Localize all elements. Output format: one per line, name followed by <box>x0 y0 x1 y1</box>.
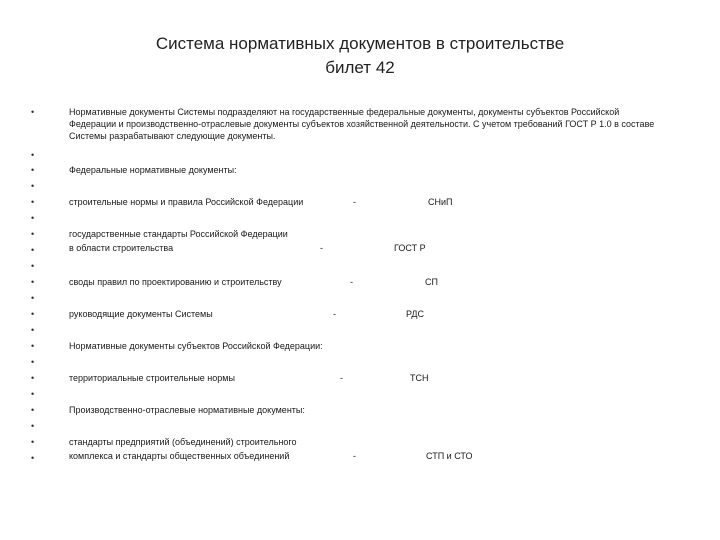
bullet-marker: • <box>31 405 35 415</box>
bullet-marker: • <box>31 245 35 255</box>
regional-heading: Нормативные документы субъектов Российской Федерации: <box>69 341 323 351</box>
stp-name-line1: стандарты предприятий (объединений) строительного <box>69 437 297 447</box>
bullet-marker: • <box>31 165 35 175</box>
tsn-abbr: ТСН <box>410 373 429 383</box>
bullet-marker: • <box>31 261 35 271</box>
gost-name-line2: в области строительства <box>69 243 174 253</box>
rds-name: руководящие документы Системы <box>69 309 213 319</box>
page-subtitle: билет 42 <box>325 58 395 77</box>
bullet-marker: • <box>31 437 35 447</box>
bullet-marker: • <box>31 197 35 207</box>
bullet-marker: • <box>31 293 35 303</box>
bullet-marker: • <box>31 229 35 239</box>
snip-dash: - <box>353 197 356 207</box>
bullet-marker: • <box>31 373 35 383</box>
gost-dash: - <box>320 243 323 253</box>
bullet-marker: • <box>31 213 35 223</box>
bullet-marker: • <box>31 181 35 191</box>
intro-paragraph: Нормативные документы Системы подразделяют на государственные федеральные документы, документы субъектов Российской Федерации и производственно-отраслевые документы субъектов хозяйственной деятельности. С учетом требований ГОСТ Р 1.0 в составе Системы разрабатывают следующие документы. <box>69 107 655 141</box>
federal-heading: Федеральные нормативные документы: <box>69 165 237 175</box>
bullet-marker: • <box>31 341 35 351</box>
gost-abbr: ГОСТ Р <box>394 243 426 253</box>
page-title: Система нормативных документов в строительстве <box>155 34 565 53</box>
bullet-marker: • <box>31 309 35 319</box>
bullet-marker: • <box>31 277 35 287</box>
bullet-marker: • <box>31 107 35 117</box>
bullet-marker: • <box>31 453 35 463</box>
tsn-dash: - <box>340 373 343 383</box>
sp-abbr: СП <box>425 277 438 287</box>
bullet-marker: • <box>31 389 35 399</box>
stp-name-line2: комплекса и стандарты общественных объединений <box>69 451 290 461</box>
stp-abbr: СТП и СТО <box>426 451 473 461</box>
bullet-marker: • <box>31 421 35 431</box>
industry-heading: Производственно-отраслевые нормативные документы: <box>69 405 305 415</box>
bullet-marker: • <box>31 325 35 335</box>
tsn-name: территориальные строительные нормы <box>69 373 235 383</box>
sp-name: своды правил по проектированию и строительству <box>69 277 282 287</box>
snip-name: строительные нормы и правила Российской Федерации <box>69 197 304 207</box>
bullet-marker: • <box>31 357 35 367</box>
bullet-marker: • <box>31 150 35 160</box>
sp-dash: - <box>350 277 353 287</box>
gost-name-line1: государственные стандарты Российской Федерации <box>69 229 288 239</box>
rds-abbr: РДС <box>406 309 424 319</box>
stp-dash: - <box>353 451 356 461</box>
snip-abbr: СНиП <box>428 197 453 207</box>
rds-dash: - <box>333 309 336 319</box>
